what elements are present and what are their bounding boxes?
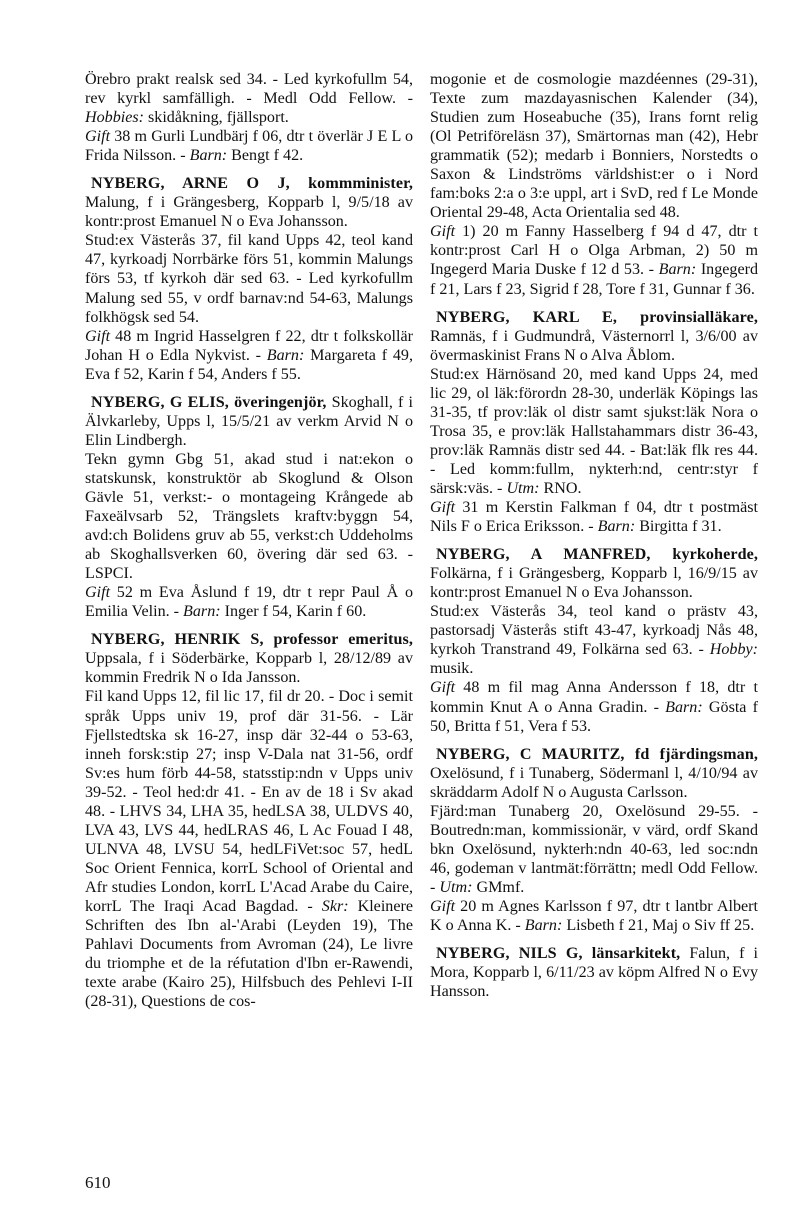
entry-label: Gift: [85, 128, 111, 146]
entry-label: Barn:: [524, 917, 563, 935]
biography-entry: [85, 630, 413, 1011]
entry-paragraph: [85, 127, 413, 165]
entry-text: Skoghall, f i Älvkarleby, Upps l, 15/5/21 av verkm Arvid N o Elin Lindbergh.: [85, 393, 413, 449]
entry-paragraph: [430, 897, 758, 935]
entry-label: Barn:: [658, 261, 697, 279]
entry-label: Utm:: [439, 878, 473, 896]
entry-text: musik.: [430, 660, 474, 678]
entry-text: Örebro prakt realsk sed 34. - Led kyrkofullm 54, rev kyrkl samfälligh. - Medl Odd Fellow. -: [85, 71, 413, 108]
entry-text: Falun, f i Mora, Kopparb l, 6/11/23 av köpm Alfred N o Evy Hansson.: [430, 945, 758, 1001]
entry-text: Tekn gymn Gbg 51, akad stud i nat:ekon o statskunsk, konstruktör ab Skoglund & Olson Gävle 51, verkst:- o montageing Krångede ab Faxeälvsarb 52, Trängslets kraftv:byggn 54, avd:ch Bolidens gruv ab 55, verkst:ch Uddeholms ab Skoghallsverken 60, övering där sed 63. - LSPCI.: [85, 450, 413, 583]
entry-label: Utm:: [506, 479, 540, 497]
entry-text: Birgitta f 31.: [635, 518, 722, 536]
entry-text: Margareta f 49, Eva f 52, Karin f 54, Anders f 55.: [85, 346, 413, 383]
entry-label: Hobby:: [709, 641, 758, 659]
entry-paragraph: [85, 583, 413, 621]
entry-text: 38 m Gurli Lundbärj f 06, dtr t överlär J E L o Frida Nilsson. -: [85, 128, 413, 165]
left-column: [85, 70, 413, 1020]
entry-paragraph: [430, 365, 758, 498]
entry-label: Gift: [430, 897, 456, 915]
entry-name: NYBERG, NILS G, länsarkitekt,: [436, 945, 681, 963]
entry-name: NYBERG, ARNE O J, kommminister,: [91, 175, 413, 193]
entry-name: NYBERG, C MAURITZ, fd fjärdingsman,: [436, 745, 758, 763]
entry-paragraph: [85, 327, 413, 384]
entry-text: Stud:ex Västerås 37, fil kand Upps 42, teol kand 47, kyrkoadj Norrbärke förs 51, kommin Malungs förs 53, tf kyrkoh där sed 63. - Led kyrkofullm Malung sed 55, v ordf barnav:nd 54-63, Malungs folkhögsk sed 54.: [85, 232, 413, 326]
entry-paragraph: [430, 602, 758, 678]
entry-text: Kleinere Schriften des Ibn al-'Arabi (Leyden 19), The Pahlavi Documents from Avroman (24), Le livre du triomphe et de la réfutation d'Ibn er-Rawendi, texte arabe (Kairo 25), Hilfsbuch des Pehlevi I-II (28-31), Questions de cos-: [85, 897, 413, 1011]
entry-name: NYBERG, KARL E, provinsialläkare,: [436, 308, 758, 326]
biography-entry: [85, 393, 413, 622]
entry-label: Barn:: [183, 603, 221, 621]
entry-label: Hobbies:: [85, 109, 144, 127]
entry-label: Barn:: [189, 147, 228, 165]
entry-text: Ingegerd f 21, Lars f 23, Sigrid f 28, Tore f 31, Gunnar f 36.: [430, 261, 759, 298]
entry-text: 20 m Agnes Karlsson f 97, dtr t lantbr Albert K o Anna K. -: [430, 897, 758, 935]
entry-text: Malung, f i Grängesberg, Kopparb l, 9/5/18 av kontr:prost Emanuel N o Eva Johansson.: [85, 194, 413, 231]
entry-text: Fil kand Upps 12, fil lic 17, fil dr 20. - Doc i semit språk Upps univ 19, prof där 31-56. - Lär Fjellstedtska sk 16-27, insp där 32-44 o 53-63, inneh forsk:stip 27; insp V-Dala nat 31-56, ordf Sv:es hum förb 44-58, statsstip:ndn v Upps univ 39-52. - Teol hed:dr 41. - En av de 18 i Sv akad 48. - LHVS 34, LHA 35, hedLSA 38, ULDVS 40, LVA 43, LVS 44, hedLRAS 46, L Ac Fouad I 48, ULNVA 48, LVSU 54, hedLFiVet:soc 57, hedL Soc Orient Fennica, korrL School of Oriental and Afr studies London, korrL L'Acad Arabe du Caire, korrL The Iraqi Acad Bagdad. -: [85, 688, 413, 915]
entry-paragraph: [430, 498, 758, 536]
entry-paragraph: [430, 802, 758, 897]
entry-paragraph: [430, 222, 758, 298]
entry-label: Gift: [85, 584, 111, 602]
entry-text: Gösta f 50, Britta f 51, Vera f 53.: [430, 698, 759, 735]
entry-text: 31 m Kerstin Falkman f 04, dtr t postmäst Nils F o Erica Eriksson. -: [430, 499, 758, 536]
entry-text: 52 m Eva Åslund f 19, dtr t repr Paul Å o Emilia Velin. -: [85, 584, 413, 621]
entry-text: Stud:ex Västerås 34, teol kand o prästv 43, pastorsadj Västerås stift 43-47, kyrkoadj Nås 48, kyrkoh Transtrand 49, Folkärna sed 63. -: [430, 603, 758, 659]
entry-text: 48 m fil mag Anna Andersson f 18, dtr t kommin Knut A o Anna Gradin. -: [430, 679, 758, 716]
right-column: [430, 70, 758, 1010]
entry-text: Lisbeth f 21, Maj o Siv ff 25.: [562, 917, 755, 935]
entry-name: NYBERG, A MANFRED, kyrkoherde,: [436, 546, 758, 564]
entry-label: Skr:: [321, 897, 349, 915]
entry-paragraph: [85, 687, 413, 1011]
entry-text: mogonie et de cosmologie mazdéennes (29-31), Texte zum mazdayasnischen Kalender (34), Studien zum Hoseabuche (35), Irans fornt relig (Ol Petriföreläsn 37), Smärtornas man (42), Hebr grammatik (52); medarb i Bonniers, Norstedts o Saxon & Lindströms världshist:er o i Nord fam:boks 2:a o 3:e uppl, art i SvD, red f Le Monde Oriental 29-48, Acta Orientalia sed 48.: [430, 71, 758, 222]
entry-heading-paragraph: [430, 545, 758, 602]
entry-text: Bengt f 42.: [227, 147, 304, 165]
biography-entry: [430, 944, 758, 1001]
biography-entry: [430, 545, 758, 735]
entry-heading-paragraph: [430, 308, 758, 365]
entry-paragraph: [85, 231, 413, 326]
biography-entry: [85, 70, 413, 165]
page-number: 610: [85, 1173, 111, 1192]
entry-label: Gift: [430, 499, 456, 517]
entry-paragraph: [430, 70, 758, 222]
entry-heading-paragraph: [85, 630, 413, 687]
entry-text: Oxelösund, f i Tunaberg, Södermanl l, 4/10/94 av skräddarm Adolf N o Augusta Carlsson.: [430, 764, 758, 801]
entry-heading-paragraph: [85, 393, 413, 450]
entry-label: Gift: [430, 679, 456, 697]
entry-text: skidåkning, fjällsport.: [144, 109, 289, 127]
entry-heading-paragraph: [85, 174, 413, 231]
entry-text: Fjärd:man Tunaberg 20, Oxelösund 29-55. - Boutredn:man, kommissionär, v värd, ordf Skand bkn Oxelösund, nykterh:ndn 40-63, led soc:ndn 46, godeman v lantmät:förrättn; medl Odd Fellow. -: [430, 802, 758, 896]
entry-heading-paragraph: [430, 944, 758, 1001]
entry-label: Barn:: [266, 346, 305, 364]
entry-text: RNO.: [539, 479, 582, 497]
entry-text: Stud:ex Härnösand 20, med kand Upps 24, med lic 29, ol läk:förordn 28-30, underläk Köpings las 31-35, tf prov:läk ol distr samt sjukst:läk Nora o Trosa 35, e prov:läk Hallstahammars distr 36-43, prov:läk Ramnäs distr sed 44. - Bat:läk flk res 44. - Led komm:fullm, nykterh:nd, centr:styr f särsk:väs. -: [430, 365, 758, 497]
entry-paragraph: [85, 70, 413, 127]
entry-label: Gift: [85, 327, 111, 345]
entry-name: NYBERG, G ELIS, överingenjör,: [91, 393, 327, 411]
entry-text: 48 m Ingrid Hasselgren f 22, dtr t folkskollär Johan H o Edla Nykvist. -: [85, 327, 413, 364]
entry-text: Inger f 54, Karin f 60.: [220, 603, 367, 621]
entry-label: Gift: [430, 223, 456, 241]
biography-entry: [85, 174, 413, 384]
entry-text: Folkärna, f i Grängesberg, Kopparb l, 16/9/15 av kontr:prost Emanuel N o Eva Johansson.: [430, 565, 758, 602]
entry-text: GMmf.: [472, 878, 525, 896]
entry-label: Barn:: [665, 698, 703, 716]
biography-entry: [430, 308, 758, 537]
biography-entry: [430, 745, 758, 935]
entry-heading-paragraph: [430, 745, 758, 802]
entry-paragraph: [430, 678, 758, 735]
biography-entry: [430, 70, 758, 299]
entry-paragraph: [85, 450, 413, 583]
entry-label: Barn:: [597, 518, 636, 536]
entry-text: 1) 20 m Fanny Hasselberg f 94 d 47, dtr t kontr:prost Carl H o Olga Arbman, 2) 50 m Ingegerd Maria Duske f 12 d 53. -: [430, 223, 758, 279]
entry-text: Uppsala, f i Söderbärke, Kopparb l, 28/12/89 av kommin Fredrik N o Ida Jansson.: [85, 650, 413, 687]
entry-name: NYBERG, HENRIK S, professor emeritus,: [91, 631, 413, 649]
entry-text: Ramnäs, f i Gudmundrå, Västernorrl l, 3/6/00 av övermaskinist Frans N o Alva Åblom.: [430, 327, 758, 364]
